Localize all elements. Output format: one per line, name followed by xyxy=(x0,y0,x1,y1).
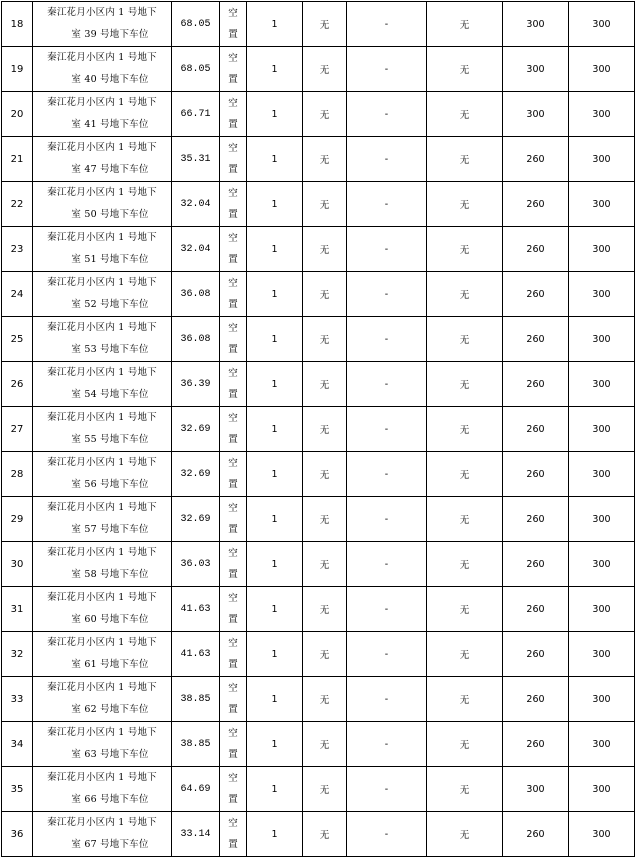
lease-value: 无 xyxy=(427,2,503,47)
table-row xyxy=(2,677,635,722)
row-number: 35 xyxy=(2,767,33,812)
price-b-value: 300 xyxy=(569,362,635,407)
dash-value: - xyxy=(347,722,427,767)
count-value: 1 xyxy=(247,317,303,362)
row-number: 19 xyxy=(2,47,33,92)
price-a-value: 300 xyxy=(503,767,569,812)
status-cell xyxy=(220,47,247,92)
table-row xyxy=(2,632,635,677)
status-char-bottom: 置 xyxy=(228,344,238,355)
location-line-1: 秦江花月小区内 1 号地下 xyxy=(47,592,157,603)
parking-location xyxy=(33,317,172,362)
table-row xyxy=(2,137,635,182)
price-b-value: 300 xyxy=(569,542,635,587)
table-row xyxy=(2,92,635,137)
count-value: 1 xyxy=(247,362,303,407)
area-value: 36.03 xyxy=(172,542,220,587)
area-value: 32.04 xyxy=(172,227,220,272)
status-cell xyxy=(220,722,247,767)
price-b-value: 300 xyxy=(569,47,635,92)
dash-value: - xyxy=(347,452,427,497)
encumbrance-value: 无 xyxy=(303,767,347,812)
lease-value: 无 xyxy=(427,812,503,857)
table-row xyxy=(2,47,635,92)
status-cell xyxy=(220,137,247,182)
dash-value: - xyxy=(347,2,427,47)
price-b-value: 300 xyxy=(569,227,635,272)
parking-location xyxy=(33,47,172,92)
status-char-top: 空 xyxy=(228,143,238,154)
encumbrance-value: 无 xyxy=(303,47,347,92)
row-number: 33 xyxy=(2,677,33,722)
price-a-value: 260 xyxy=(503,317,569,362)
status-cell xyxy=(220,182,247,227)
lease-value: 无 xyxy=(427,587,503,632)
dash-value: - xyxy=(347,407,427,452)
area-value: 32.69 xyxy=(172,497,220,542)
location-line-1: 秦江花月小区内 1 号地下 xyxy=(47,772,157,783)
area-value: 68.05 xyxy=(172,2,220,47)
count-value: 1 xyxy=(247,47,303,92)
row-number: 21 xyxy=(2,137,33,182)
parking-location xyxy=(33,452,172,497)
status-char-bottom: 置 xyxy=(228,479,238,490)
lease-value: 无 xyxy=(427,452,503,497)
price-b-value: 300 xyxy=(569,2,635,47)
status-char-top: 空 xyxy=(228,8,238,19)
location-line-2: 室 66 号地下车位 xyxy=(71,794,149,805)
row-number: 22 xyxy=(2,182,33,227)
row-number: 24 xyxy=(2,272,33,317)
parking-location xyxy=(33,677,172,722)
count-value: 1 xyxy=(247,497,303,542)
count-value: 1 xyxy=(247,2,303,47)
parking-location xyxy=(33,767,172,812)
encumbrance-value: 无 xyxy=(303,407,347,452)
encumbrance-value: 无 xyxy=(303,362,347,407)
area-value: 41.63 xyxy=(172,587,220,632)
area-value: 36.08 xyxy=(172,272,220,317)
location-line-2: 室 61 号地下车位 xyxy=(71,659,149,670)
status-cell xyxy=(220,767,247,812)
price-a-value: 300 xyxy=(503,92,569,137)
lease-value: 无 xyxy=(427,92,503,137)
status-char-bottom: 置 xyxy=(228,254,238,265)
price-a-value: 260 xyxy=(503,137,569,182)
table-body xyxy=(2,2,635,857)
status-cell xyxy=(220,272,247,317)
encumbrance-value: 无 xyxy=(303,182,347,227)
area-value: 35.31 xyxy=(172,137,220,182)
table-row xyxy=(2,272,635,317)
location-line-2: 室 62 号地下车位 xyxy=(71,704,149,715)
location-line-2: 室 52 号地下车位 xyxy=(71,299,149,310)
parking-location xyxy=(33,632,172,677)
location-line-1: 秦江花月小区内 1 号地下 xyxy=(47,547,157,558)
status-char-bottom: 置 xyxy=(228,659,238,670)
price-a-value: 260 xyxy=(503,677,569,722)
location-line-2: 室 55 号地下车位 xyxy=(71,434,149,445)
count-value: 1 xyxy=(247,137,303,182)
area-value: 66.71 xyxy=(172,92,220,137)
status-char-bottom: 置 xyxy=(228,524,238,535)
count-value: 1 xyxy=(247,677,303,722)
area-value: 32.04 xyxy=(172,182,220,227)
lease-value: 无 xyxy=(427,677,503,722)
status-char-top: 空 xyxy=(228,683,238,694)
parking-location xyxy=(33,542,172,587)
status-char-top: 空 xyxy=(228,278,238,289)
row-number: 27 xyxy=(2,407,33,452)
status-cell xyxy=(220,2,247,47)
price-b-value: 300 xyxy=(569,587,635,632)
status-char-top: 空 xyxy=(228,233,238,244)
table-row xyxy=(2,362,635,407)
status-cell xyxy=(220,317,247,362)
status-cell xyxy=(220,587,247,632)
parking-location xyxy=(33,272,172,317)
status-char-top: 空 xyxy=(228,188,238,199)
status-char-top: 空 xyxy=(228,728,238,739)
encumbrance-value: 无 xyxy=(303,722,347,767)
status-cell xyxy=(220,542,247,587)
row-number: 26 xyxy=(2,362,33,407)
price-a-value: 300 xyxy=(503,47,569,92)
location-line-2: 室 54 号地下车位 xyxy=(71,389,149,400)
price-a-value: 260 xyxy=(503,272,569,317)
price-b-value: 300 xyxy=(569,632,635,677)
status-char-top: 空 xyxy=(228,638,238,649)
location-line-1: 秦江花月小区内 1 号地下 xyxy=(47,727,157,738)
location-line-1: 秦江花月小区内 1 号地下 xyxy=(47,367,157,378)
status-cell xyxy=(220,407,247,452)
count-value: 1 xyxy=(247,722,303,767)
lease-value: 无 xyxy=(427,497,503,542)
location-line-1: 秦江花月小区内 1 号地下 xyxy=(47,502,157,513)
encumbrance-value: 无 xyxy=(303,497,347,542)
row-number: 34 xyxy=(2,722,33,767)
row-number: 29 xyxy=(2,497,33,542)
dash-value: - xyxy=(347,362,427,407)
status-char-bottom: 置 xyxy=(228,29,238,40)
price-b-value: 300 xyxy=(569,137,635,182)
parking-location xyxy=(33,497,172,542)
location-line-1: 秦江花月小区内 1 号地下 xyxy=(47,7,157,18)
price-a-value: 260 xyxy=(503,182,569,227)
lease-value: 无 xyxy=(427,272,503,317)
price-b-value: 300 xyxy=(569,182,635,227)
price-b-value: 300 xyxy=(569,812,635,857)
location-line-2: 室 41 号地下车位 xyxy=(71,119,149,130)
dash-value: - xyxy=(347,677,427,722)
encumbrance-value: 无 xyxy=(303,137,347,182)
dash-value: - xyxy=(347,317,427,362)
table-row xyxy=(2,812,635,857)
price-a-value: 260 xyxy=(503,722,569,767)
location-line-2: 室 60 号地下车位 xyxy=(71,614,149,625)
location-line-1: 秦江花月小区内 1 号地下 xyxy=(47,682,157,693)
price-a-value: 260 xyxy=(503,812,569,857)
status-char-top: 空 xyxy=(228,323,238,334)
parking-location xyxy=(33,407,172,452)
lease-value: 无 xyxy=(427,407,503,452)
area-value: 33.14 xyxy=(172,812,220,857)
status-cell xyxy=(220,497,247,542)
location-line-2: 室 47 号地下车位 xyxy=(71,164,149,175)
row-number: 36 xyxy=(2,812,33,857)
lease-value: 无 xyxy=(427,542,503,587)
encumbrance-value: 无 xyxy=(303,587,347,632)
table-row xyxy=(2,317,635,362)
location-line-2: 室 50 号地下车位 xyxy=(71,209,149,220)
lease-value: 无 xyxy=(427,317,503,362)
lease-value: 无 xyxy=(427,632,503,677)
area-value: 41.63 xyxy=(172,632,220,677)
status-char-bottom: 置 xyxy=(228,434,238,445)
count-value: 1 xyxy=(247,452,303,497)
status-char-top: 空 xyxy=(228,773,238,784)
table-row xyxy=(2,722,635,767)
price-a-value: 260 xyxy=(503,542,569,587)
count-value: 1 xyxy=(247,542,303,587)
encumbrance-value: 无 xyxy=(303,812,347,857)
table-row xyxy=(2,407,635,452)
status-char-top: 空 xyxy=(228,458,238,469)
lease-value: 无 xyxy=(427,47,503,92)
parking-space-table xyxy=(1,1,635,857)
table-row xyxy=(2,2,635,47)
lease-value: 无 xyxy=(427,182,503,227)
count-value: 1 xyxy=(247,632,303,677)
area-value: 32.69 xyxy=(172,452,220,497)
table-row xyxy=(2,227,635,272)
count-value: 1 xyxy=(247,272,303,317)
dash-value: - xyxy=(347,227,427,272)
location-line-2: 室 56 号地下车位 xyxy=(71,479,149,490)
location-line-1: 秦江花月小区内 1 号地下 xyxy=(47,232,157,243)
dash-value: - xyxy=(347,767,427,812)
price-a-value: 260 xyxy=(503,452,569,497)
area-value: 36.39 xyxy=(172,362,220,407)
location-line-2: 室 67 号地下车位 xyxy=(71,839,149,850)
price-a-value: 260 xyxy=(503,497,569,542)
location-line-1: 秦江花月小区内 1 号地下 xyxy=(47,187,157,198)
encumbrance-value: 无 xyxy=(303,317,347,362)
location-line-1: 秦江花月小区内 1 号地下 xyxy=(47,97,157,108)
location-line-1: 秦江花月小区内 1 号地下 xyxy=(47,142,157,153)
dash-value: - xyxy=(347,587,427,632)
parking-location xyxy=(33,362,172,407)
status-char-top: 空 xyxy=(228,53,238,64)
location-line-1: 秦江花月小区内 1 号地下 xyxy=(47,322,157,333)
status-char-bottom: 置 xyxy=(228,614,238,625)
price-b-value: 300 xyxy=(569,452,635,497)
status-char-bottom: 置 xyxy=(228,839,238,850)
price-b-value: 300 xyxy=(569,272,635,317)
location-line-2: 室 51 号地下车位 xyxy=(71,254,149,265)
status-char-bottom: 置 xyxy=(228,389,238,400)
lease-value: 无 xyxy=(427,227,503,272)
count-value: 1 xyxy=(247,227,303,272)
location-line-1: 秦江花月小区内 1 号地下 xyxy=(47,817,157,828)
status-char-bottom: 置 xyxy=(228,164,238,175)
parking-location xyxy=(33,812,172,857)
area-value: 38.85 xyxy=(172,677,220,722)
status-char-top: 空 xyxy=(228,503,238,514)
price-b-value: 300 xyxy=(569,92,635,137)
status-cell xyxy=(220,632,247,677)
row-number: 20 xyxy=(2,92,33,137)
status-char-bottom: 置 xyxy=(228,794,238,805)
location-line-1: 秦江花月小区内 1 号地下 xyxy=(47,52,157,63)
status-cell xyxy=(220,362,247,407)
status-char-bottom: 置 xyxy=(228,209,238,220)
status-cell xyxy=(220,452,247,497)
area-value: 68.05 xyxy=(172,47,220,92)
parking-location xyxy=(33,587,172,632)
count-value: 1 xyxy=(247,767,303,812)
price-a-value: 260 xyxy=(503,632,569,677)
dash-value: - xyxy=(347,497,427,542)
table-row xyxy=(2,452,635,497)
price-b-value: 300 xyxy=(569,722,635,767)
dash-value: - xyxy=(347,542,427,587)
location-line-2: 室 58 号地下车位 xyxy=(71,569,149,580)
location-line-2: 室 40 号地下车位 xyxy=(71,74,149,85)
location-line-2: 室 63 号地下车位 xyxy=(71,749,149,760)
count-value: 1 xyxy=(247,812,303,857)
parking-location xyxy=(33,92,172,137)
price-b-value: 300 xyxy=(569,317,635,362)
dash-value: - xyxy=(347,47,427,92)
lease-value: 无 xyxy=(427,137,503,182)
dash-value: - xyxy=(347,632,427,677)
row-number: 23 xyxy=(2,227,33,272)
status-char-top: 空 xyxy=(228,548,238,559)
price-a-value: 260 xyxy=(503,227,569,272)
status-char-bottom: 置 xyxy=(228,119,238,130)
price-a-value: 260 xyxy=(503,362,569,407)
status-char-bottom: 置 xyxy=(228,749,238,760)
status-char-top: 空 xyxy=(228,593,238,604)
location-line-1: 秦江花月小区内 1 号地下 xyxy=(47,277,157,288)
location-line-1: 秦江花月小区内 1 号地下 xyxy=(47,457,157,468)
status-char-top: 空 xyxy=(228,368,238,379)
count-value: 1 xyxy=(247,407,303,452)
row-number: 18 xyxy=(2,2,33,47)
encumbrance-value: 无 xyxy=(303,92,347,137)
location-line-1: 秦江花月小区内 1 号地下 xyxy=(47,412,157,423)
encumbrance-value: 无 xyxy=(303,452,347,497)
status-char-bottom: 置 xyxy=(228,569,238,580)
encumbrance-value: 无 xyxy=(303,632,347,677)
parking-location xyxy=(33,227,172,272)
area-value: 64.69 xyxy=(172,767,220,812)
parking-location xyxy=(33,137,172,182)
count-value: 1 xyxy=(247,182,303,227)
area-value: 36.08 xyxy=(172,317,220,362)
status-char-top: 空 xyxy=(228,98,238,109)
encumbrance-value: 无 xyxy=(303,677,347,722)
row-number: 31 xyxy=(2,587,33,632)
encumbrance-value: 无 xyxy=(303,2,347,47)
row-number: 25 xyxy=(2,317,33,362)
price-b-value: 300 xyxy=(569,677,635,722)
encumbrance-value: 无 xyxy=(303,542,347,587)
table-row xyxy=(2,587,635,632)
status-cell xyxy=(220,677,247,722)
status-cell xyxy=(220,92,247,137)
area-value: 32.69 xyxy=(172,407,220,452)
price-a-value: 260 xyxy=(503,407,569,452)
price-b-value: 300 xyxy=(569,407,635,452)
count-value: 1 xyxy=(247,587,303,632)
dash-value: - xyxy=(347,137,427,182)
table-row xyxy=(2,542,635,587)
status-char-bottom: 置 xyxy=(228,74,238,85)
location-line-1: 秦江花月小区内 1 号地下 xyxy=(47,637,157,648)
lease-value: 无 xyxy=(427,767,503,812)
encumbrance-value: 无 xyxy=(303,272,347,317)
lease-value: 无 xyxy=(427,362,503,407)
status-char-top: 空 xyxy=(228,413,238,424)
status-cell xyxy=(220,812,247,857)
price-a-value: 300 xyxy=(503,2,569,47)
location-line-2: 室 57 号地下车位 xyxy=(71,524,149,535)
dash-value: - xyxy=(347,182,427,227)
dash-value: - xyxy=(347,92,427,137)
status-char-bottom: 置 xyxy=(228,299,238,310)
row-number: 28 xyxy=(2,452,33,497)
parking-location xyxy=(33,2,172,47)
status-cell xyxy=(220,227,247,272)
count-value: 1 xyxy=(247,92,303,137)
price-a-value: 260 xyxy=(503,587,569,632)
row-number: 32 xyxy=(2,632,33,677)
table-row xyxy=(2,767,635,812)
location-line-2: 室 53 号地下车位 xyxy=(71,344,149,355)
lease-value: 无 xyxy=(427,722,503,767)
location-line-2: 室 39 号地下车位 xyxy=(71,29,149,40)
dash-value: - xyxy=(347,272,427,317)
row-number: 30 xyxy=(2,542,33,587)
status-char-top: 空 xyxy=(228,818,238,829)
parking-location xyxy=(33,182,172,227)
area-value: 38.85 xyxy=(172,722,220,767)
price-b-value: 300 xyxy=(569,497,635,542)
table-row xyxy=(2,497,635,542)
table-row xyxy=(2,182,635,227)
encumbrance-value: 无 xyxy=(303,227,347,272)
price-b-value: 300 xyxy=(569,767,635,812)
parking-location xyxy=(33,722,172,767)
status-char-bottom: 置 xyxy=(228,704,238,715)
dash-value: - xyxy=(347,812,427,857)
